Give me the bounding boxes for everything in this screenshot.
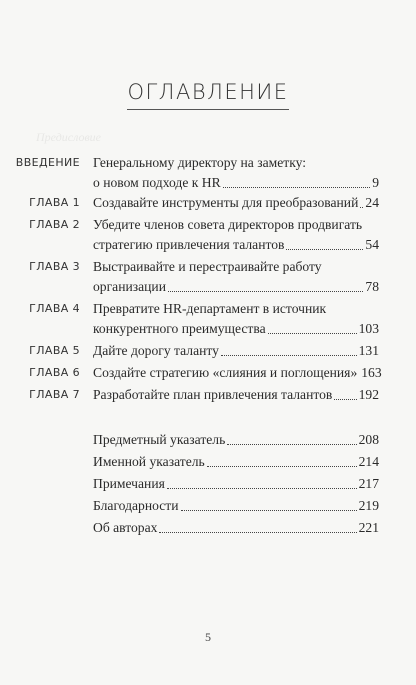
chapter-label: ВВЕДЕНИЕ xyxy=(15,156,80,169)
entry-title: Создайте стратегию «слияния и поглощения» xyxy=(93,365,358,380)
chapter-label: ГЛАВА 5 xyxy=(29,344,80,357)
entry-title: Об авторах xyxy=(93,520,158,535)
entry-title-line1: Выстраивайте и перестраивайте работу xyxy=(93,259,322,274)
entry-title: Разработайте план привлечения талантов xyxy=(93,387,333,402)
entry-title-line2: организации xyxy=(93,279,166,294)
chapter-label: ГЛАВА 4 xyxy=(29,302,80,315)
page-number: 192 xyxy=(358,387,379,402)
entry-title: Предметный указатель xyxy=(93,432,226,447)
page-number: 217 xyxy=(358,476,379,491)
page-folio: 5 xyxy=(205,630,211,644)
entry-title: Именной указатель xyxy=(93,454,205,469)
chapter-label: ГЛАВА 1 xyxy=(29,196,80,209)
entry-title-line2: конкурентного преимущества xyxy=(93,321,266,336)
heading-underline xyxy=(127,109,289,110)
entry-title: Примечания xyxy=(93,476,165,491)
entry-title-line1: Генеральному директору на заметку: xyxy=(93,155,307,170)
entry-title: Благодарности xyxy=(93,498,179,513)
dot-leader xyxy=(360,207,363,208)
dot-leader xyxy=(168,291,363,292)
chapter-label: ГЛАВА 2 xyxy=(29,218,80,231)
page-number: 9 xyxy=(372,175,379,190)
dot-leader xyxy=(334,399,356,400)
dot-leader xyxy=(167,488,357,489)
toc-heading: ОГЛАВЛЕНИЕ xyxy=(127,80,289,104)
chapter-label: ГЛАВА 7 xyxy=(29,388,80,401)
page-number: 78 xyxy=(365,279,379,294)
bleed-through-text: Предисловие xyxy=(36,130,102,144)
dot-leader xyxy=(286,249,363,250)
page-number: 214 xyxy=(358,454,379,469)
dot-leader xyxy=(268,333,357,334)
page-number: 103 xyxy=(358,321,379,336)
page-number: 221 xyxy=(358,520,379,535)
page-number: 131 xyxy=(358,343,379,358)
page-number: 208 xyxy=(358,432,379,447)
chapter-label: ГЛАВА 3 xyxy=(29,260,80,273)
chapter-label: ГЛАВА 6 xyxy=(29,366,80,379)
dot-leader xyxy=(227,444,356,445)
dot-leader xyxy=(159,532,356,533)
page-number: 24 xyxy=(365,195,379,210)
dot-leader xyxy=(181,510,357,511)
entry-title-line1: Убедите членов совета директоров продвигать xyxy=(93,217,363,232)
dot-leader xyxy=(223,187,371,188)
entry-title-line2: стратегию привлечения талантов xyxy=(93,237,285,252)
entry-title: Дайте дорогу таланту xyxy=(93,343,219,358)
entry-title: Создавайте инструменты для преобразований xyxy=(93,195,359,210)
entry-title-line1: Превратите HR-департамент в источник xyxy=(93,301,327,316)
dot-leader xyxy=(207,466,357,467)
page-number: 54 xyxy=(365,237,379,252)
page-number: 219 xyxy=(358,498,379,513)
dot-leader xyxy=(221,355,357,356)
page-number: 163 xyxy=(361,365,382,380)
entry-title-line2: о новом подходе к HR xyxy=(93,175,221,190)
